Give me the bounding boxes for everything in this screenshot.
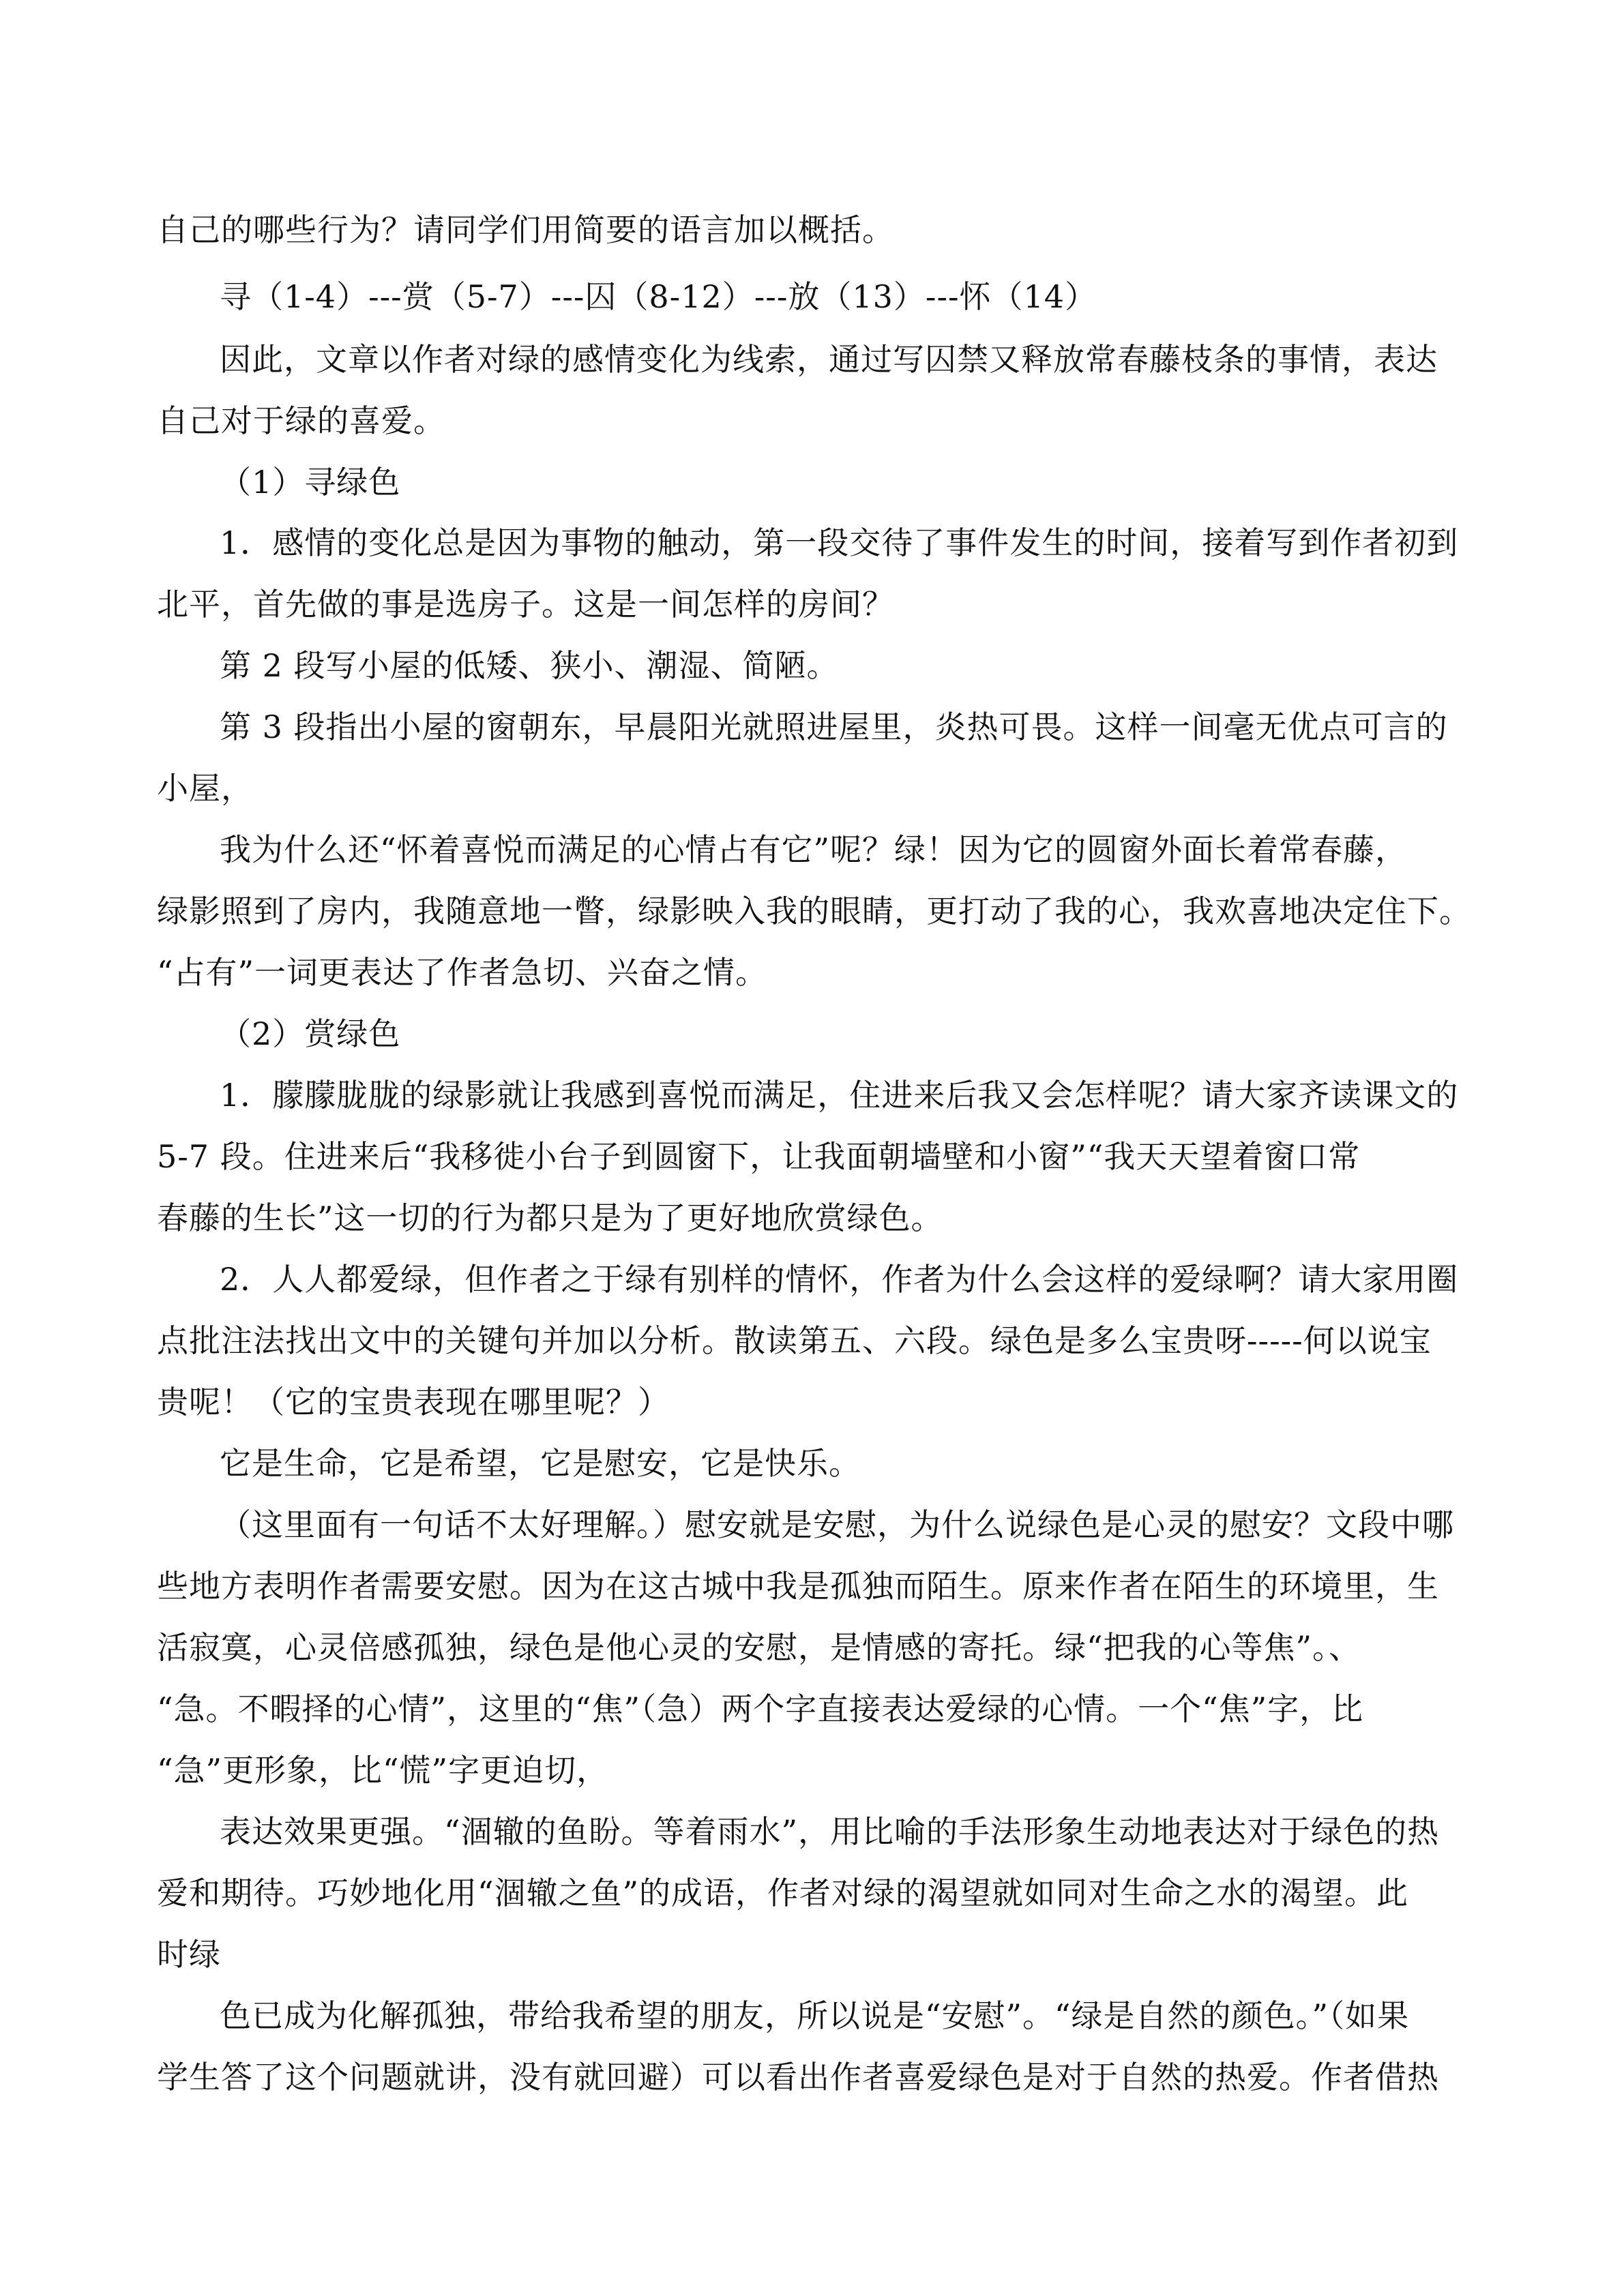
text-line: 学生答了这个问题就讲，没有就回避）可以看出作者喜爱绿色是对于自然的热爱。作者借热 [157, 2059, 1439, 2096]
text-line: 寻（1-4）---赏（5-7）---囚（8-12）---放（13）---怀（14） [220, 278, 1097, 315]
text-line: “占有”一词更表达了作者急切、兴奋之情。 [157, 954, 768, 991]
text-line: 自己的哪些行为？请同学们用简要的语言加以概括。 [157, 211, 894, 248]
text-line: 色已成为化解孤独，带给我希望的朋友，所以说是“安慰”。“绿是自然的颜色。”（如果 [220, 1997, 1410, 2034]
section-heading: （1）寻绿色 [220, 464, 401, 501]
text-line: 我为什么还“怀着喜悦而满足的心情占有它”呢？绿！因为它的圆窗外面长着常春藤， [220, 831, 1408, 868]
section-heading: （2）赏绿色 [220, 1015, 401, 1052]
text-line: 时绿 [157, 1936, 221, 1973]
text-line: 点批注法找出文中的关键句并加以分析。散读第五、六段。绿色是多么宝贵呀-----何以说宝 [157, 1322, 1432, 1359]
text-line: 小屋， [157, 770, 253, 807]
text-line: 贵呢！（它的宝贵表现在哪里呢？） [157, 1384, 670, 1420]
text-line: 绿影照到了房内，我随意地一瞥，绿影映入我的眼睛，更打动了我的心，我欢喜地决定住下。 [157, 893, 1471, 929]
text-line: 1．感情的变化总是因为事物的触动，第一段交待了事件发生的时间，接着写到作者初到 [220, 524, 1459, 561]
text-line: “急”更形象，比“慌”字更迫切， [157, 1752, 609, 1789]
text-line: 北平，首先做的事是选房子。这是一间怎样的房间？ [157, 586, 894, 623]
text-line: 5-7 段。住进来后“我移徙小台子到圆窗下，让我面朝墙壁和小窗”“我天天望着窗口常 [157, 1138, 1361, 1175]
text-line: 2．人人都爱绿，但作者之于绿有别样的情怀，作者为什么会这样的爱绿啊？请大家用圈 [220, 1261, 1459, 1298]
text-line: 些地方表明作者需要安慰。因为在这古城中我是孤独而陌生。原来作者在陌生的环境里，生 [157, 1568, 1439, 1605]
text-line: 爱和期待。巧妙地化用“涸辙之鱼”的成语，作者对绿的渴望就如同对生命之水的渴望。此 [157, 1875, 1409, 1911]
text-line: 它是生命，它是希望，它是慰安，它是快乐。 [220, 1445, 861, 1482]
text-line: “急。不暇择的心情”，这里的“焦”（急）两个字直接表达爱绿的心情。一个“焦”字，比 [157, 1690, 1364, 1727]
text-line: 第 3 段指出小屋的窗朝东，早晨阳光就照进屋里，炎热可畏。这样一间毫无优点可言的 [220, 709, 1448, 745]
text-line: 自己对于绿的喜爱。 [157, 402, 445, 439]
text-line: 活寂寞，心灵倍感孤独，绿色是他心灵的安慰，是情感的寄托。绿“把我的心等焦”。、 [157, 1629, 1361, 1666]
text-line: 表达效果更强。“涸辙的鱼盼。等着雨水”，用比喻的手法形象生动地表达对于绿色的热 [220, 1813, 1440, 1850]
text-line: 第 2 段写小屋的低矮、狭小、潮湿、简陋。 [220, 647, 839, 684]
text-line: 因此，文章以作者对绿的感情变化为线索，通过写囚禁又释放常春藤枝条的事情，表达 [220, 341, 1438, 378]
text-line: 1．朦朦胧胧的绿影就让我感到喜悦而满足，住进来后我又会怎样呢？请大家齐读课文的 [220, 1077, 1459, 1114]
text-line: （这里面有一句话不太好理解。）慰安就是安慰，为什么说绿色是心灵的慰安？文段中哪 [220, 1506, 1454, 1543]
text-line: 春藤的生长”这一切的行为都只是为了更好地欣赏绿色。 [157, 1199, 943, 1236]
